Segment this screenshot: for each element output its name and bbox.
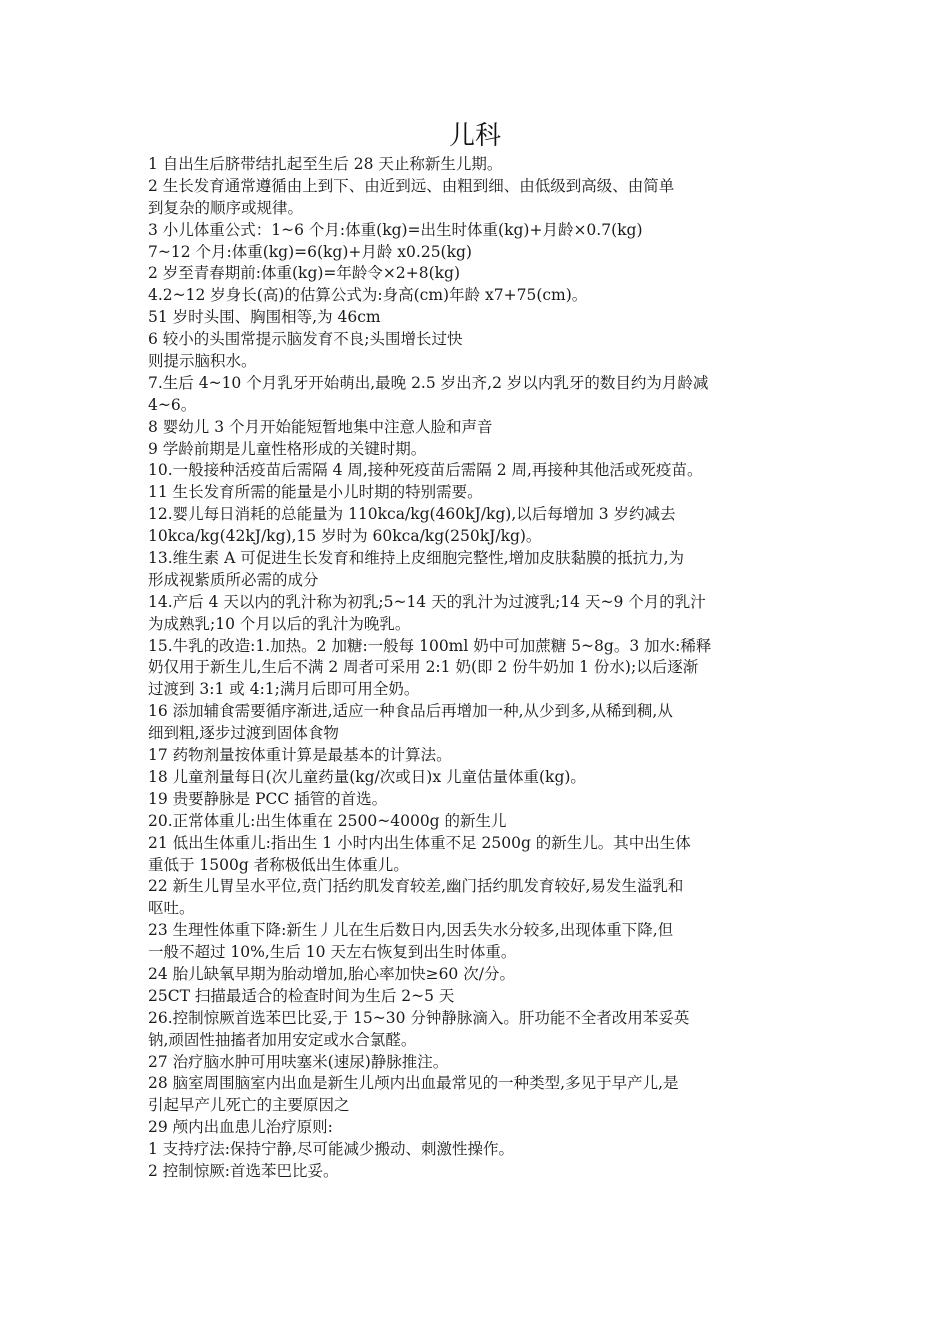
text-line: 51 岁时头围、胸围相等,为 46cm <box>148 308 381 327</box>
text-line: 10.一般接种活疫苗后需隔 4 周,接种死疫苗后需隔 2 周,再接种其他活或死疫苗。 <box>148 461 703 480</box>
text-line: 一般不超过 10%,生后 10 天左右恢复到出生时体重。 <box>148 943 517 962</box>
text-line: 呕吐。 <box>148 899 195 918</box>
text-line: 20.正常体重儿:出生体重在 2500~4000g 的新生儿 <box>148 811 507 830</box>
text-line: 14.产后 4 天以内的乳汁称为初乳;5~14 天的乳汁为过渡乳;14 天~9 个月的乳汁 <box>148 592 706 611</box>
text-line: 23 生理性体重下降:新生丿儿在生后数日内,因丢失水分较多,出现体重下降,但 <box>148 921 674 940</box>
document-body <box>148 154 803 1183</box>
text-line: 钠,顽固性抽搐者加用安定或水合氯醛。 <box>148 1030 417 1049</box>
text-line: 7~12 个月:体重(kg)=6(kg)+月龄 x0.25(kg) <box>148 242 472 261</box>
text-line: 13.维生素 A 可促进生长发育和维持上皮细胞完整性,增加皮肤黏膜的抵抗力,为 <box>148 549 685 568</box>
text-line: 2 控制惊厥:首选苯巴比妥。 <box>148 1161 339 1180</box>
text-line: 6 较小的头围常提示脑发育不良;头围增长过快 <box>148 330 463 349</box>
text-line: 27 治疗脑水肿可用呋塞米(速尿)静脉推注。 <box>148 1052 449 1071</box>
text-line: 3 小儿体重公式：1~6 个月:体重(kg)=出生时体重(kg)+月龄×0.7(kg) <box>148 220 643 239</box>
text-line: 11 生长发育所需的能量是小儿时期的特别需要。 <box>148 483 483 502</box>
text-line: 10kca/kg(42kJ/kg),15 岁时为 60kca/kg(250kJ/kg)。 <box>148 527 542 546</box>
text-line: 为成熟乳;10 个月以后的乳汁为晚乳。 <box>148 614 411 633</box>
text-line: 2 生长发育通常遵循由上到下、由近到远、由粗到细、由低级到高级、由简单 <box>148 176 675 195</box>
text-line: 2 岁至青春期前:体重(kg)=年龄令×2+8(kg) <box>148 264 461 283</box>
text-line: 9 学龄前期是儿童性格形成的关键时期。 <box>148 439 427 458</box>
text-line: 则提示脑积水。 <box>148 352 257 371</box>
text-line: 26.控制惊厥首选苯巴比妥,于 15~30 分钟静脉滴入。肝功能不全者改用苯妥英 <box>148 1008 690 1027</box>
text-line: 细到粗,逐步过渡到固体食物 <box>148 724 339 743</box>
text-line: 17 药物剂量按体重计算是最基本的计算法。 <box>148 746 452 765</box>
text-line: 18 儿童剂量每日(次儿童药量(kg/次或日)x 儿童估量体重(kg)。 <box>148 767 586 786</box>
text-line: 8 婴幼儿 3 个月开始能短暂地集中注意人脸和声音 <box>148 417 493 436</box>
page-title: 儿科 <box>448 121 501 151</box>
text-line: 1 支持疗法:保持宁静,尽可能减少搬动、刺激性操作。 <box>148 1140 514 1159</box>
text-line: 15.牛乳的改造:1.加热。2 加糖:一般每 100ml 奶中可加蔗糖 5~8g。3 加水:稀释 <box>148 636 712 655</box>
text-line: 16 添加辅食需要循序渐进,适应一种食品后再增加一种,从少到多,从稀到稠,从 <box>148 702 673 721</box>
text-line: 28 脑室周围脑室内出血是新生儿颅内出血最常见的一种类型,多见于早产儿,是 <box>148 1074 679 1093</box>
text-line: 7.生后 4~10 个月乳牙开始萌出,最晚 2.5 岁出齐,2 岁以内乳牙的数目约为月龄减 <box>148 373 709 392</box>
text-line: 奶仅用于新生儿,生后不满 2 周者可采用 2:1 奶(即 2 份牛奶加 1 份水);以后逐渐 <box>148 658 699 677</box>
text-line: 24 胎儿缺氧早期为胎动增加,胎心率加快≥60 次/分。 <box>148 964 515 983</box>
text-line: 过渡到 3:1 或 4:1;满月后即可用全奶。 <box>148 680 420 699</box>
text-line: 4.2~12 岁身长(高)的估算公式为:身高(cm)年龄 x7+75(cm)。 <box>148 286 588 305</box>
text-line: 21 低出生体重儿:指出生 1 小时内出生体重不足 2500g 的新生儿。其中出生体 <box>148 833 691 852</box>
text-line: 22 新生儿胃呈水平位,贲门括约肌发育较差,幽门括约肌发育较好,易发生溢乳和 <box>148 877 684 896</box>
text-line: 形成视紫质所必需的成分 <box>148 570 319 589</box>
text-line: 25CT 扫描最适合的检查时间为生后 2~5 天 <box>148 986 455 1005</box>
text-line: 12.婴儿每日消耗的总能量为 110kca/kg(460kJ/kg),以后每增加 3 岁约减去 <box>148 505 676 524</box>
text-line: 重低于 1500g 者称极低出生体重儿。 <box>148 855 409 874</box>
text-line: 4~6。 <box>148 395 197 414</box>
text-line: 到复杂的顺序或规律。 <box>148 198 304 217</box>
text-line: 引起早产儿死亡的主要原因之 <box>148 1096 350 1115</box>
text-line: 19 贵要静脉是 PCC 插管的首选。 <box>148 789 388 808</box>
text-line: 29 颅内出血患儿治疗原则: <box>148 1118 333 1137</box>
text-line: 1 自出生后脐带结扎起至生后 28 天止称新生儿期。 <box>148 155 503 173</box>
